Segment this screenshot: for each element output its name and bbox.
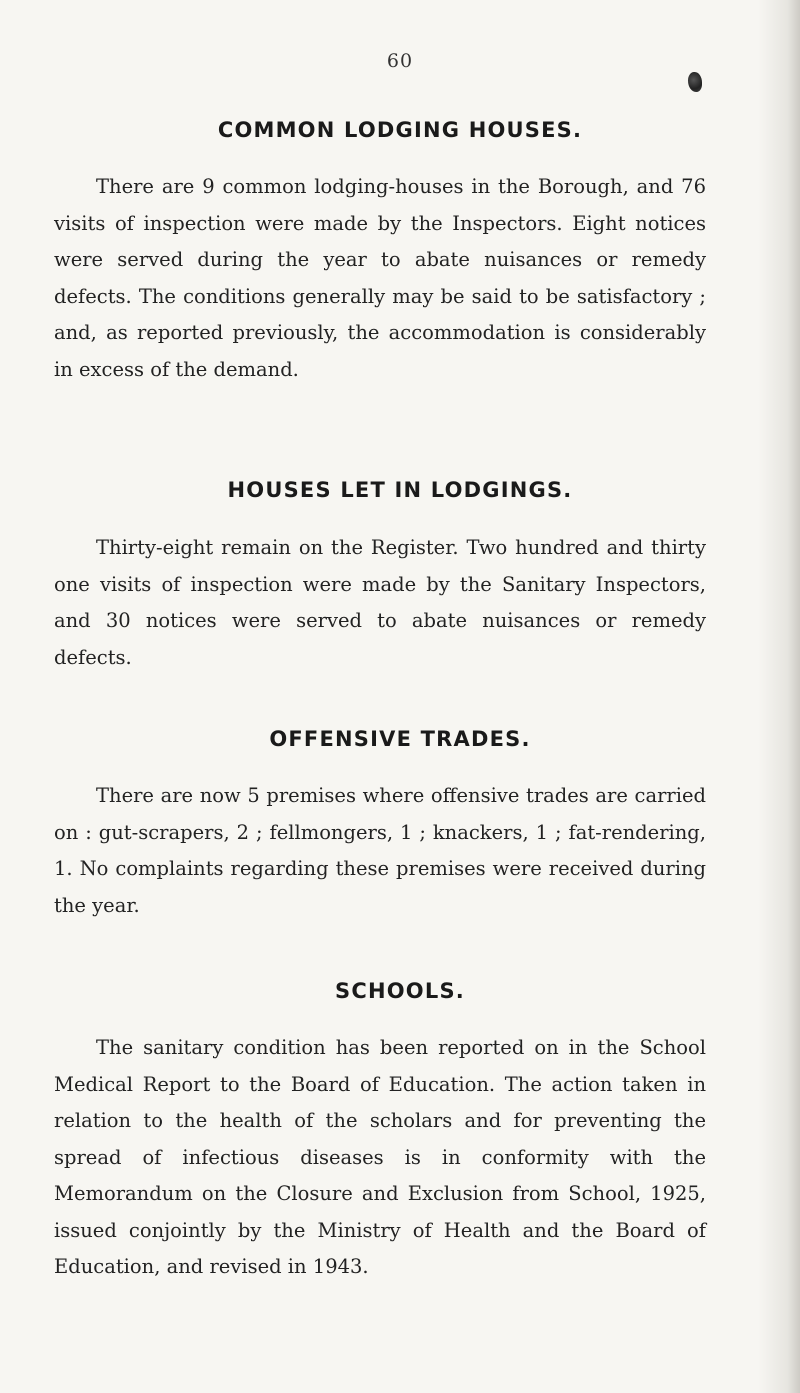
heading-houses-let-in-lodgings: HOUSES LET IN LODGINGS.	[227, 478, 573, 502]
paragraph-schools: The sanitary condition has been reported on in the School Medical Report to the Board of Education. The action taken in relation to the health of the scholars and for preventing the spread of infectious diseases is in conformity with the Memorandum on the Closure and Exclusion from School, 1925, issued conjointly by the Ministry of Health and the Board of Education, and revised in 1943.	[54, 1036, 706, 1278]
heading-common-lodging-houses: COMMON LODGING HOUSES.	[217, 118, 583, 142]
paragraph-offensive-trades: There are now 5 premises where offensive trades are carried on : gut-scrapers, 2 ; fellmongers, 1 ; knackers, 1 ; fat-rendering, 1. No complaints regarding these premises were received during the year.	[54, 784, 706, 917]
paragraph-common-lodging-houses: There are 9 common lodging-houses in the Borough, and 76 visits of inspection were made by the Inspectors. Eight notices were served during the year to abate nuisances or remedy defects. The conditions generally may be said to be satisfactory ; and, as reported previously, the accommodation is considerably in excess of the demand.	[54, 175, 706, 381]
heading-schools: SCHOOLS.	[335, 979, 465, 1003]
paragraph-houses-let-in-lodgings: Thirty-eight remain on the Register. Two hundred and thirty one visits of inspection were made by the Sanitary Inspectors, and 30 notices were served to abate nuisances or remedy defects.	[54, 536, 706, 669]
page-number: 60	[386, 50, 414, 72]
ink-blot	[688, 72, 702, 92]
heading-offensive-trades: OFFENSIVE TRADES.	[269, 727, 531, 751]
page-edge-shadow	[758, 0, 800, 1393]
